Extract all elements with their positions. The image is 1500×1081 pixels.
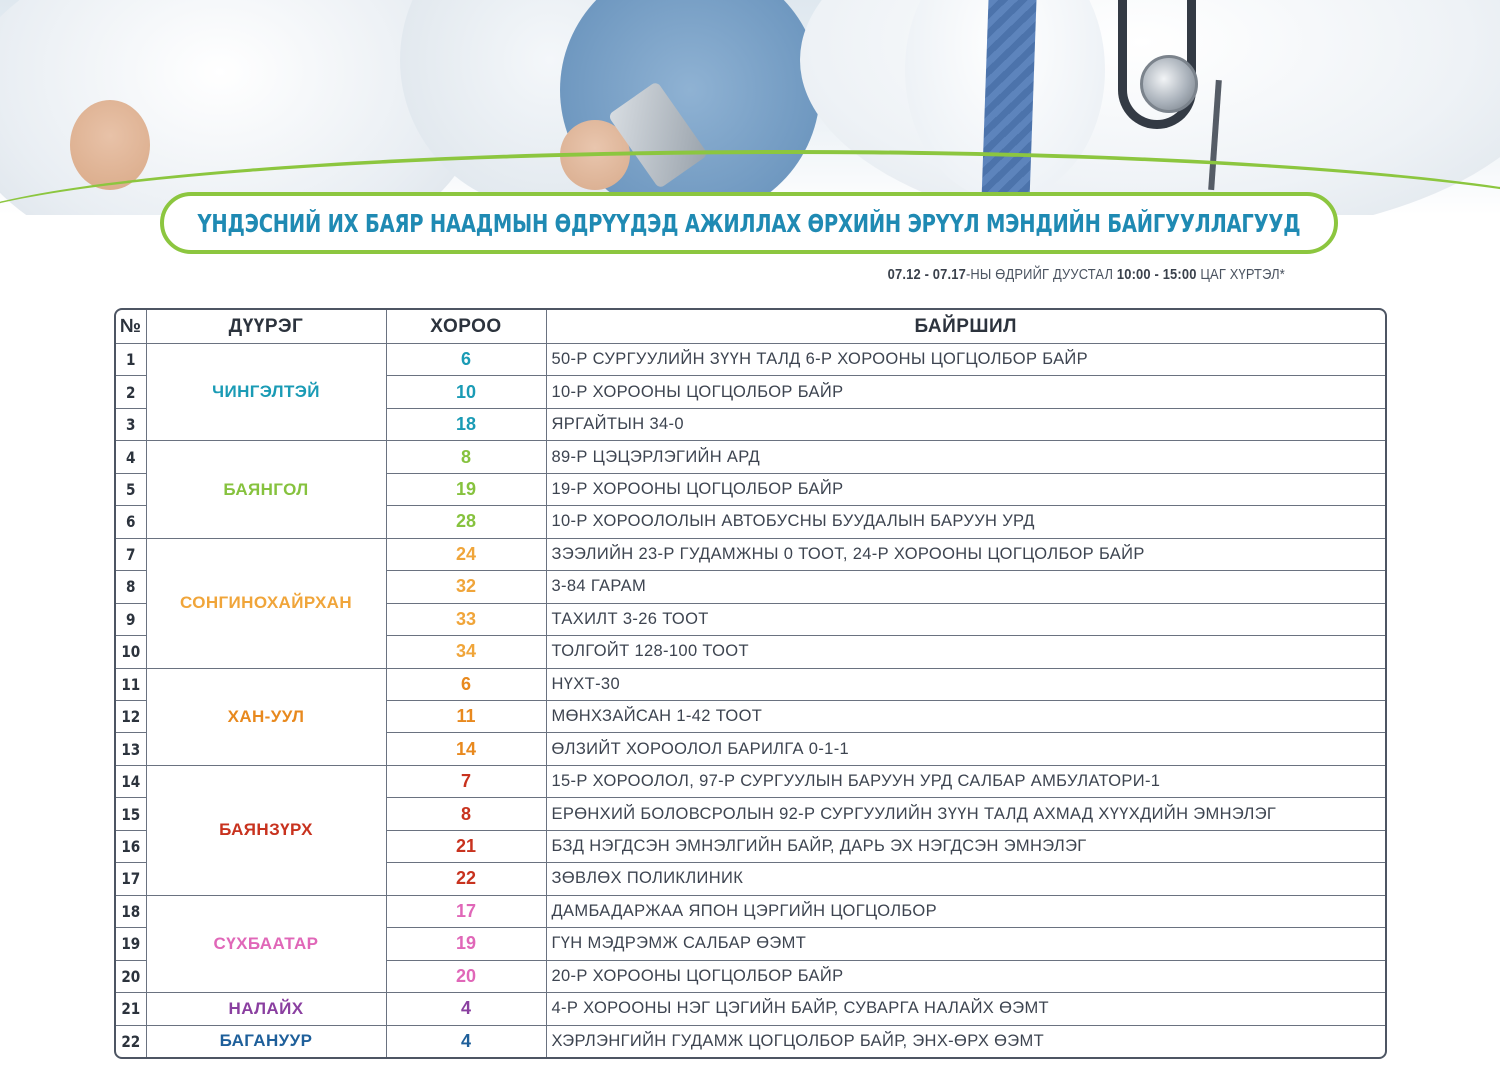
location-address: МӨНХЗАЙСАН 1-42 ТООТ (546, 700, 1385, 732)
location-address: 4-Р ХОРООНЫ НЭГ ЦЭГИЙН БАЙР, СУВАРГА НАЛАЙХ ӨЭМТ (546, 993, 1385, 1025)
schedule-mid-text: -НЫ ӨДРИЙГ ДУУСТАЛ (965, 266, 1117, 283)
district-name: БАГАНУУР (146, 1025, 386, 1057)
table-row (116, 993, 1385, 1025)
khoroo-number: 4 (386, 993, 546, 1025)
title-banner (160, 192, 1338, 254)
table-row (116, 1025, 1385, 1057)
column-header-number: № (116, 310, 146, 344)
row-number: 10 (118, 636, 144, 668)
row-number: 1 (118, 344, 144, 376)
table-body (116, 344, 1385, 1058)
khoroo-number: 11 (386, 700, 546, 732)
khoroo-number: 21 (386, 830, 546, 862)
schedule-hours: 10:00 - 15:00 (1116, 266, 1197, 283)
khoroo-number: 24 (386, 538, 546, 570)
location-address: 20-Р ХОРООНЫ ЦОГЦОЛБОР БАЙР (546, 960, 1385, 992)
location-address: ЕРӨНХИЙ БОЛОВСРОЛЫН 92-Р СУРГУУЛИЙН ЗҮҮН ТАЛД АХМАД ХҮҮХДИЙН ЭМНЭЛЭГ (546, 798, 1385, 830)
khoroo-number: 6 (386, 668, 546, 700)
location-address: БЗД НЭГДСЭН ЭМНЭЛГИЙН БАЙР, ДАРЬ ЭХ НЭГДСЭН ЭМНЭЛЭГ (546, 830, 1385, 862)
khoroo-number: 8 (386, 441, 546, 473)
khoroo-number: 7 (386, 765, 546, 797)
location-address: 10-Р ХОРООНЫ ЦОГЦОЛБОР БАЙР (546, 376, 1385, 408)
khoroo-number: 28 (386, 506, 546, 538)
hand-left (70, 100, 150, 190)
location-address: 10-Р ХОРООЛОЛЫН АВТОБУСНЫ БУУДАЛЫН БАРУУН УРД (546, 506, 1385, 538)
location-address: ТОЛГОЙТ 128-100 ТООТ (546, 636, 1385, 668)
column-header-district: ДҮҮРЭГ (146, 310, 386, 344)
row-number: 11 (118, 668, 144, 700)
row-number: 19 (118, 928, 144, 960)
page-title: ҮНДЭСНИЙ ИХ БАЯР НААДМЫН ӨДРҮҮДЭД АЖИЛЛАХ ӨРХИЙН ЭРҮҮЛ МЭНДИЙН БАЙГУУЛЛАГУУД (197, 208, 1301, 238)
khoroo-number: 22 (386, 863, 546, 895)
row-number: 3 (118, 408, 144, 440)
district-name: СҮХБААТАР (146, 895, 386, 992)
khoroo-number: 32 (386, 571, 546, 603)
district-name: НАЛАЙХ (146, 993, 386, 1025)
header-photo (0, 0, 1500, 215)
column-header-khoroo: ХОРОО (386, 310, 546, 344)
column-header-location: БАЙРШИЛ (546, 310, 1385, 344)
location-address: ЗӨВЛӨХ ПОЛИКЛИНИК (546, 863, 1385, 895)
schedule-end-text: ЦАГ ХҮРТЭЛ* (1196, 266, 1285, 283)
table-row (116, 668, 1385, 700)
location-address: ЗЭЭЛИЙН 23-Р ГУДАМЖНЫ 0 ТООТ, 24-Р ХОРООНЫ ЦОГЦОЛБОР БАЙР (546, 538, 1385, 570)
row-number: 4 (118, 441, 144, 473)
row-number: 7 (118, 538, 144, 570)
khoroo-number: 19 (386, 928, 546, 960)
row-number: 8 (118, 571, 144, 603)
row-number: 22 (118, 1025, 144, 1057)
schedule-dates: 07.12 - 07.17 (887, 266, 966, 283)
location-address: ДАМБАДАРЖАА ЯПОН ЦЭРГИЙН ЦОГЦОЛБОР (546, 895, 1385, 927)
row-number: 5 (118, 473, 144, 505)
row-number: 2 (118, 376, 144, 408)
facilities-table (114, 308, 1387, 1059)
khoroo-number: 17 (386, 895, 546, 927)
location-address: 15-Р ХОРООЛОЛ, 97-Р СУРГУУЛЫН БАРУУН УРД САЛБАР АМБУЛАТОРИ-1 (546, 765, 1385, 797)
row-number: 9 (118, 603, 144, 635)
location-address: ӨЛЗИЙТ ХОРООЛОЛ БАРИЛГА 0-1-1 (546, 733, 1385, 765)
district-name: БАЯНГОЛ (146, 441, 386, 538)
location-address: ЯРГАЙТЫН 34-0 (546, 408, 1385, 440)
row-number: 15 (118, 798, 144, 830)
row-number: 18 (118, 895, 144, 927)
row-number: 16 (118, 830, 144, 862)
row-number: 14 (118, 765, 144, 797)
district-name: СОНГИНОХАЙРХАН (146, 538, 386, 668)
row-number: 17 (118, 863, 144, 895)
location-address: ГҮН МЭДРЭМЖ САЛБАР ӨЭМТ (546, 928, 1385, 960)
location-address: ТАХИЛТ 3-26 ТООТ (546, 603, 1385, 635)
khoroo-number: 18 (386, 408, 546, 440)
khoroo-number: 33 (386, 603, 546, 635)
district-name: ЧИНГЭЛТЭЙ (146, 344, 386, 441)
table-row (116, 441, 1385, 473)
row-number: 12 (118, 700, 144, 732)
khoroo-number: 6 (386, 344, 546, 376)
table-row (116, 538, 1385, 570)
khoroo-number: 10 (386, 376, 546, 408)
schedule-note (888, 266, 1285, 283)
location-address: 89-Р ЦЭЦЭРЛЭГИЙН АРД (546, 441, 1385, 473)
location-address: 3-84 ГАРАМ (546, 571, 1385, 603)
stethoscope-chestpiece-icon (1140, 55, 1198, 113)
table-row (116, 765, 1385, 797)
table-header-row (116, 310, 1385, 344)
khoroo-number: 19 (386, 473, 546, 505)
row-number: 20 (118, 960, 144, 992)
district-name: БАЯНЗҮРХ (146, 765, 386, 895)
khoroo-number: 14 (386, 733, 546, 765)
table-row (116, 895, 1385, 927)
table-row (116, 344, 1385, 376)
row-number: 21 (118, 993, 144, 1025)
row-number: 13 (118, 733, 144, 765)
location-address: ХЭРЛЭНГИЙН ГУДАМЖ ЦОГЦОЛБОР БАЙР, ЭНХ-ӨРХ ӨЭМТ (546, 1025, 1385, 1057)
khoroo-number: 34 (386, 636, 546, 668)
district-name: ХАН-УУЛ (146, 668, 386, 765)
khoroo-number: 4 (386, 1025, 546, 1057)
location-address: 50-Р СУРГУУЛИЙН ЗҮҮН ТАЛД 6-Р ХОРООНЫ ЦОГЦОЛБОР БАЙР (546, 344, 1385, 376)
location-address: НҮХТ-30 (546, 668, 1385, 700)
row-number: 6 (118, 506, 144, 538)
khoroo-number: 8 (386, 798, 546, 830)
khoroo-number: 20 (386, 960, 546, 992)
location-address: 19-Р ХОРООНЫ ЦОГЦОЛБОР БАЙР (546, 473, 1385, 505)
